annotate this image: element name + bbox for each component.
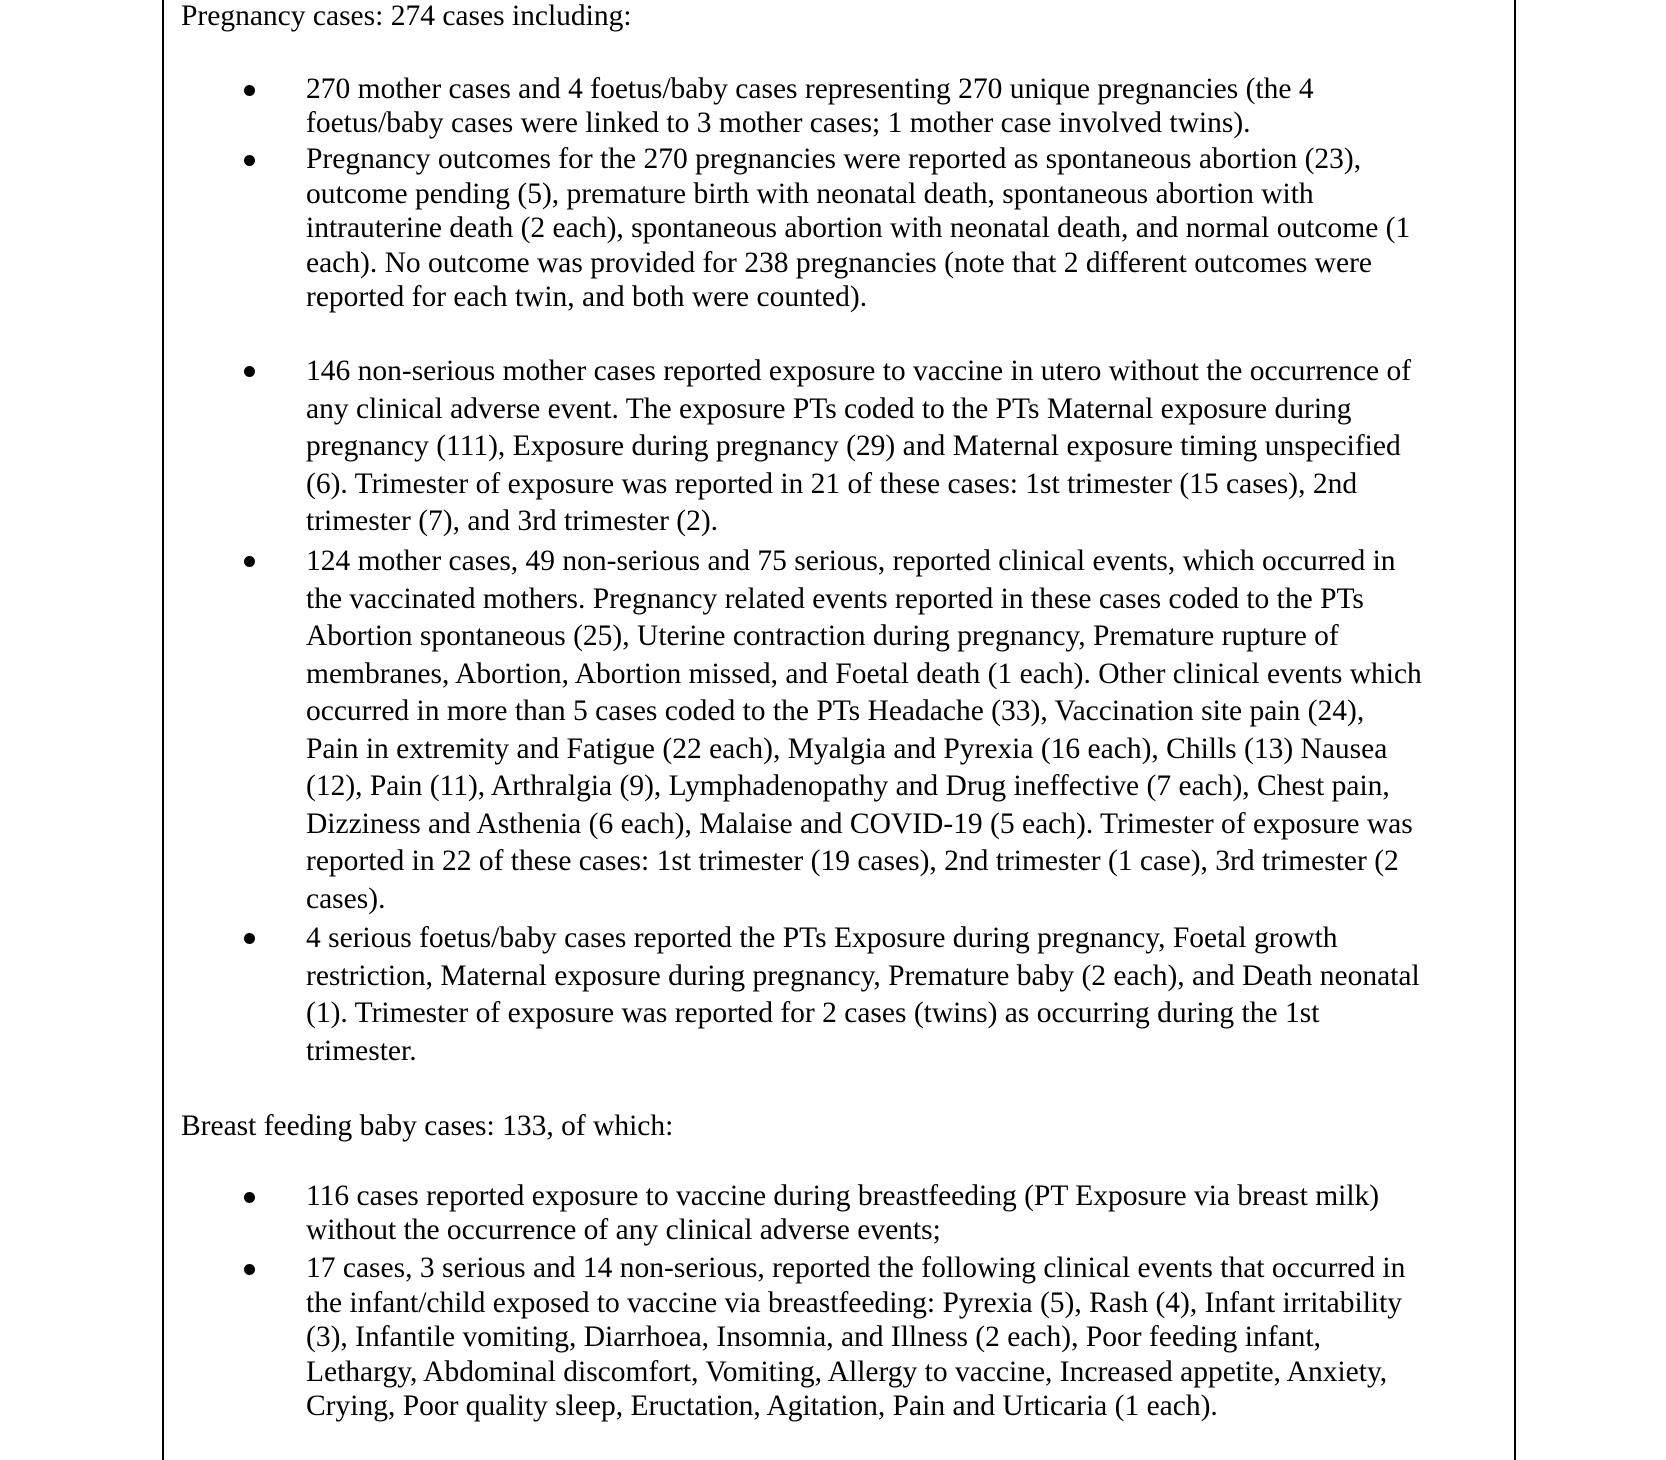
bullet-icon (244, 85, 255, 96)
bullet-icon (244, 556, 255, 567)
list-item: 146 non-serious mother cases reported exposure to vaccine in utero without the occurrence of any clinical adverse event. The exposure PTs coded to the PTs Maternal exposure during pregnancy (111), Exposure during pregnancy (29) and Maternal exposure timing unspecified (6). Trimester of exposure was reported in 21 of these cases: 1st trimester (15 cases), 2nd trimester (7), and 3rd trimester (2). (306, 355, 1412, 537)
pregnancy-cases-heading: Pregnancy cases: 274 cases including: (181, 0, 632, 32)
bullet-icon (244, 155, 255, 166)
bullet-icon (244, 366, 255, 377)
list-item: 17 cases, 3 serious and 14 non-serious, reported the following clinical events that occurred in the infant/child exposed to vaccine via breastfeeding: Pyrexia (5), Rash (4), Infant irritability (3), Infantile vomiting, Diarrhoea, Insomnia, and Illness (2 each), Poor feeding infant, Lethargy, Abdominal discomfort, Vomiting, Allergy to vaccine, Increased appetite, Anxiety, Crying, Poor quality sleep, Eructation, Agitation, Pain and Urticaria (1 each). (306, 1252, 1406, 1422)
bullet-icon (244, 933, 255, 944)
list-item: Pregnancy outcomes for the 270 pregnancies were reported as spontaneous abortion (23), outcome pending (5), premature birth with neonatal death, spontaneous abortion with intrauterine death (2 each), spontaneous abortion with neonatal death, and normal outcome (1 each). No outcome was provided for 238 pregnancies (note that 2 different outcomes were reported for each twin, and both were counted). (306, 143, 1411, 313)
list-item: 116 cases reported exposure to vaccine during breastfeeding (PT Exposure via breast milk) without the occurrence of any clinical adverse events; (306, 1180, 1380, 1246)
list-item: 124 mother cases, 49 non-serious and 75 serious, reported clinical events, which occurred in the vaccinated mothers. Pregnancy related events reported in these cases coded to the PTs Abortion spontaneous (25), Uterine contraction during pregnancy, Premature rupture of membranes, Abortion, Abortion missed, and Foetal death (1 each). Other clinical events which occurred in more than 5 cases coded to the PTs Headache (33), Vaccination site pain (24), Pain in extremity and Fatigue (22 each), Myalgia and Pyrexia (16 each), Chills (13) Nausea (12), Pain (11), Arthralgia (9), Lymphadenopathy and Drug ineffective (7 each), Chest pain, Dizziness and Asthenia (6 each), Malaise and COVID-19 (5 each). Trimester of exposure was reported in 22 of these cases: 1st trimester (19 cases), 2nd trimester (1 case), 3rd trimester (2 cases). (306, 545, 1422, 915)
bullet-icon (244, 1264, 255, 1275)
bullet-icon (244, 1192, 255, 1203)
breast-feeding-cases-heading: Breast feeding baby cases: 133, of which: (181, 1110, 674, 1142)
list-item: 270 mother cases and 4 foetus/baby cases representing 270 unique pregnancies (the 4 foetus/baby cases were linked to 3 mother cases; 1 mother case involved twins). (306, 73, 1314, 139)
list-item: 4 serious foetus/baby cases reported the PTs Exposure during pregnancy, Foetal growth restriction, Maternal exposure during pregnancy, Premature baby (2 each), and Death neonatal (1). Trimester of exposure was reported for 2 cases (twins) as occurring during the 1st trimester. (306, 922, 1420, 1067)
